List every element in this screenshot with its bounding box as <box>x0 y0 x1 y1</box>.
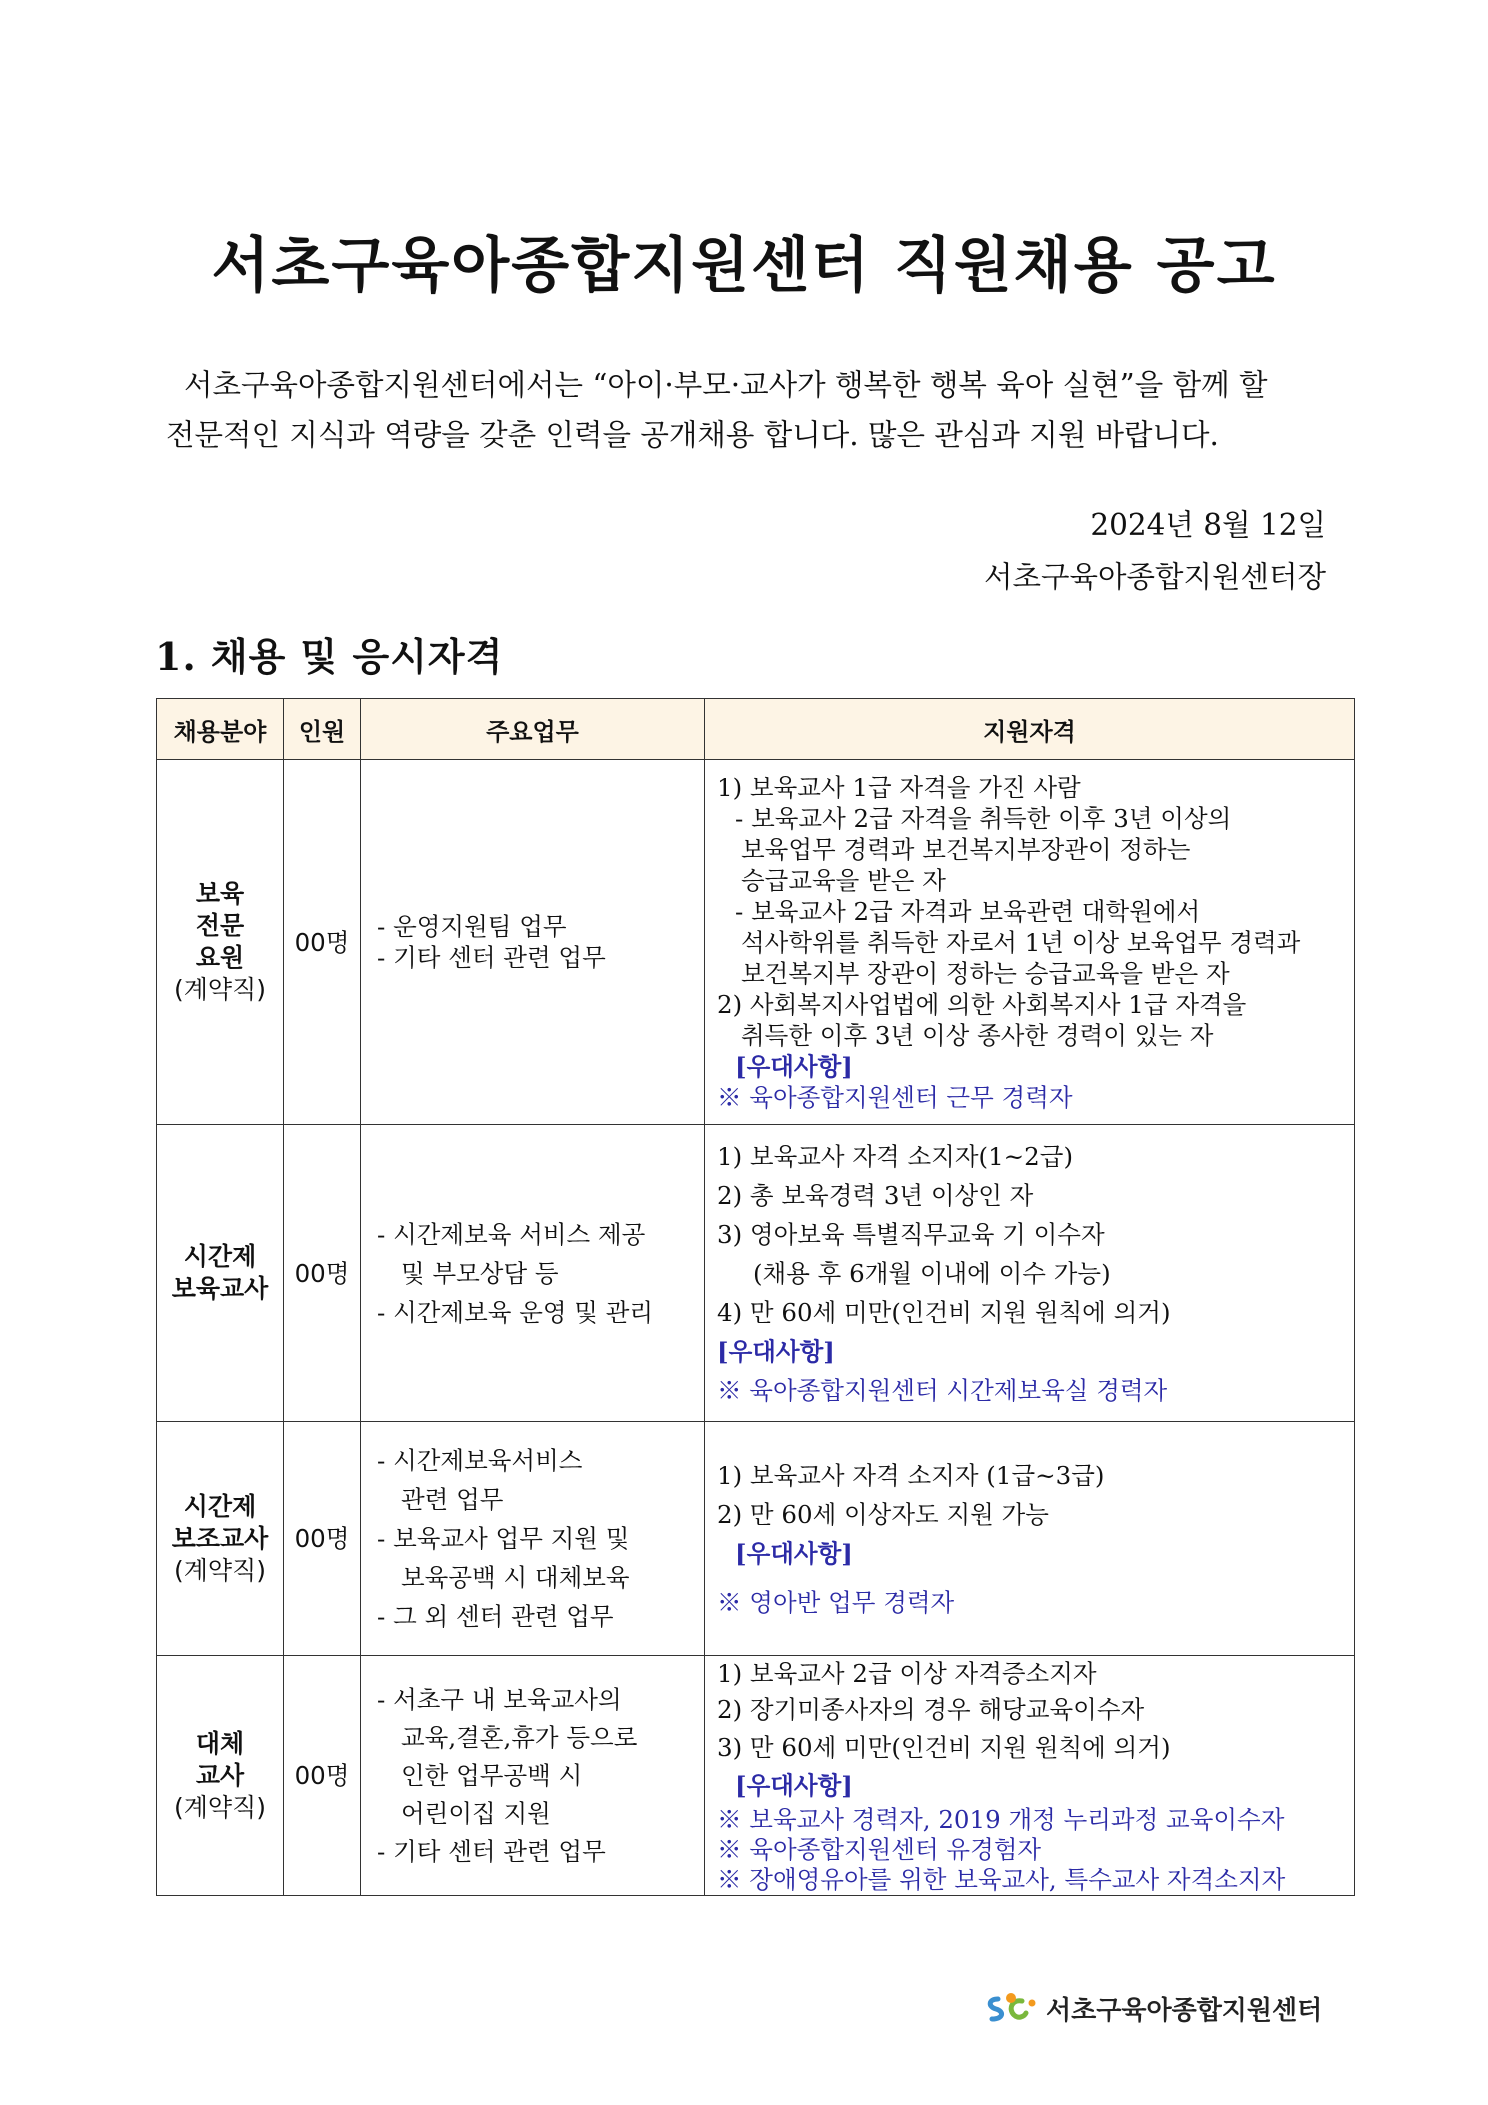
duty-line: 어린이집 지원 <box>401 1798 551 1828</box>
duties-cell <box>361 1656 705 1896</box>
preference-item: ※ 장애영유아를 위한 보육교사, 특수교사 자격소지자 <box>717 1864 1286 1894</box>
preference-item: ※ 육아종합지원센터 근무 경력자 <box>717 1082 1073 1112</box>
field-name-line: 대체 <box>195 1728 245 1758</box>
recruitment-table <box>156 698 1355 1896</box>
field-name-line: 보육 <box>195 879 245 908</box>
duty-line: - 기타 센터 관련 업무 <box>377 1836 606 1866</box>
field-cell <box>157 1656 284 1896</box>
duty-line: - 그 외 센터 관련 업무 <box>377 1602 614 1631</box>
qualifications-cell <box>705 1422 1355 1656</box>
duty-line: - 시간제보육 운영 및 관리 <box>377 1297 654 1327</box>
duties-cell <box>361 1125 705 1422</box>
count-cell: 00명 <box>284 1422 361 1656</box>
duty-line: - 기타 센터 관련 업무 <box>377 943 606 972</box>
qual-line: 4) 만 60세 미만(인건비 지원 원칙에 의거) <box>717 1297 1171 1327</box>
preference-label: [우대사항] <box>717 1336 835 1366</box>
field-name-line: 보육교사 <box>171 1274 269 1303</box>
qualifications-cell <box>705 1656 1355 1896</box>
intro-line-1: 서초구육아종합지원센터에서는 “아이·부모·교사가 행복한 행복 육아 실현”을 함께 할 <box>184 368 1268 402</box>
qual-line: 2) 총 보육경력 3년 이상인 자 <box>717 1180 1034 1210</box>
table-header-row <box>157 699 1355 760</box>
qualifications-cell <box>705 1125 1355 1422</box>
count-cell: 00명 <box>284 1125 361 1422</box>
header-qualifications: 지원자격 <box>705 699 1355 760</box>
preference-item: ※ 육아종합지원센터 시간제보육실 경력자 <box>717 1375 1168 1405</box>
preference-item: ※ 육아종합지원센터 유경험자 <box>717 1834 1042 1864</box>
table-row <box>157 1422 1355 1656</box>
field-cell <box>157 1422 284 1656</box>
notice-date: 2024년 8월 12일 <box>1090 508 1326 542</box>
employment-type: (계약직) <box>174 1555 266 1585</box>
org-logo-icon <box>984 1991 1040 2027</box>
qual-line: 취득한 이후 3년 이상 종사한 경력이 있는 자 <box>741 1020 1214 1050</box>
duty-line: 관련 업무 <box>401 1485 504 1514</box>
duty-line: 보육공백 시 대체보육 <box>401 1563 630 1592</box>
qual-line: - 보육교사 2급 자격과 보육관련 대학원에서 <box>735 896 1201 926</box>
intro-paragraph <box>166 360 1336 460</box>
duty-line: - 보육교사 업무 지원 및 <box>377 1524 630 1553</box>
preference-label: [우대사항] <box>735 1051 853 1081</box>
duty-line: 및 부모상담 등 <box>401 1258 559 1288</box>
qual-line: 2) 만 60세 이상자도 지원 가능 <box>717 1499 1049 1529</box>
employment-type: (계약직) <box>174 975 266 1004</box>
qual-line: - 보육교사 2급 자격을 취득한 이후 3년 이상의 <box>735 803 1232 833</box>
header-duties: 주요업무 <box>361 699 705 760</box>
header-field: 채용분야 <box>157 699 284 760</box>
footer-org-name: 서초구육아종합지원센터 <box>1046 1996 1323 2026</box>
field-name-line: 요원 <box>195 943 245 972</box>
qual-line: 승급교육을 받은 자 <box>741 865 946 895</box>
qual-line: 3) 영아보육 특별직무교육 기 이수자 <box>717 1219 1105 1249</box>
qual-line: 1) 보육교사 1급 자격을 가진 사람 <box>717 772 1081 802</box>
duty-line: - 시간제보육서비스 <box>377 1446 583 1475</box>
signature: 서초구육아종합지원센터장 <box>984 560 1326 594</box>
qual-line: 석사학위를 취득한 자로서 1년 이상 보육업무 경력과 <box>741 927 1301 957</box>
footer-logo <box>984 1990 1322 2027</box>
field-name-line: 시간제 <box>183 1242 257 1271</box>
field-name-line: 시간제 <box>183 1491 257 1521</box>
field-cell <box>157 760 284 1125</box>
preference-label: [우대사항] <box>735 1538 853 1568</box>
duty-line: 교육,결혼,휴가 등으로 <box>401 1722 638 1752</box>
preference-label: [우대사항] <box>735 1770 853 1800</box>
count-cell: 00명 <box>284 760 361 1125</box>
duty-line: - 운영지원팀 업무 <box>377 912 567 941</box>
qual-line: 3) 만 60세 미만(인건비 지원 원칙에 의거) <box>717 1732 1171 1762</box>
field-name-line: 교사 <box>195 1760 245 1790</box>
field-cell <box>157 1125 284 1422</box>
table-row <box>157 1656 1355 1896</box>
employment-type: (계약직) <box>174 1792 266 1822</box>
qual-line: 1) 보육교사 2급 이상 자격증소지자 <box>717 1658 1097 1688</box>
duty-line: 인한 업무공백 시 <box>401 1760 583 1790</box>
preference-item: ※ 보육교사 경력자, 2019 개정 누리과정 교육이수자 <box>717 1804 1285 1834</box>
duties-cell <box>361 760 705 1125</box>
qual-line: (채용 후 6개월 이내에 이수 가능) <box>753 1258 1111 1288</box>
duty-line: - 서초구 내 보육교사의 <box>377 1684 622 1714</box>
field-name-line: 보조교사 <box>171 1523 269 1553</box>
qual-line: 보건복지부 장관이 정하는 승급교육을 받은 자 <box>741 958 1230 988</box>
table-row <box>157 760 1355 1125</box>
field-name-line: 전문 <box>195 911 245 940</box>
qual-line: 1) 보육교사 자격 소지자 (1급~3급) <box>717 1460 1105 1490</box>
qualifications-cell <box>705 760 1355 1125</box>
section-title: 1. 채용 및 응시자격 <box>155 634 504 679</box>
qual-line: 2) 장기미종사자의 경우 해당교육이수자 <box>717 1694 1145 1724</box>
duty-line: - 시간제보육 서비스 제공 <box>377 1219 646 1249</box>
page-title: 서초구육아종합지원센터 직원채용 공고 <box>211 231 1277 301</box>
count-cell: 00명 <box>284 1656 361 1896</box>
qual-line: 보육업무 경력과 보건복지부장관이 정하는 <box>741 834 1191 864</box>
preference-item: ※ 영아반 업무 경력자 <box>717 1587 955 1617</box>
qual-line: 1) 보육교사 자격 소지자(1~2급) <box>717 1141 1073 1171</box>
qual-line: 2) 사회복지사업법에 의한 사회복지사 1급 자격을 <box>717 989 1247 1019</box>
header-count: 인원 <box>284 699 361 760</box>
table-row <box>157 1125 1355 1422</box>
intro-line-2: 전문적인 지식과 역량을 갖춘 인력을 공개채용 합니다. 많은 관심과 지원 바랍니다. <box>166 418 1219 452</box>
duties-cell <box>361 1422 705 1656</box>
